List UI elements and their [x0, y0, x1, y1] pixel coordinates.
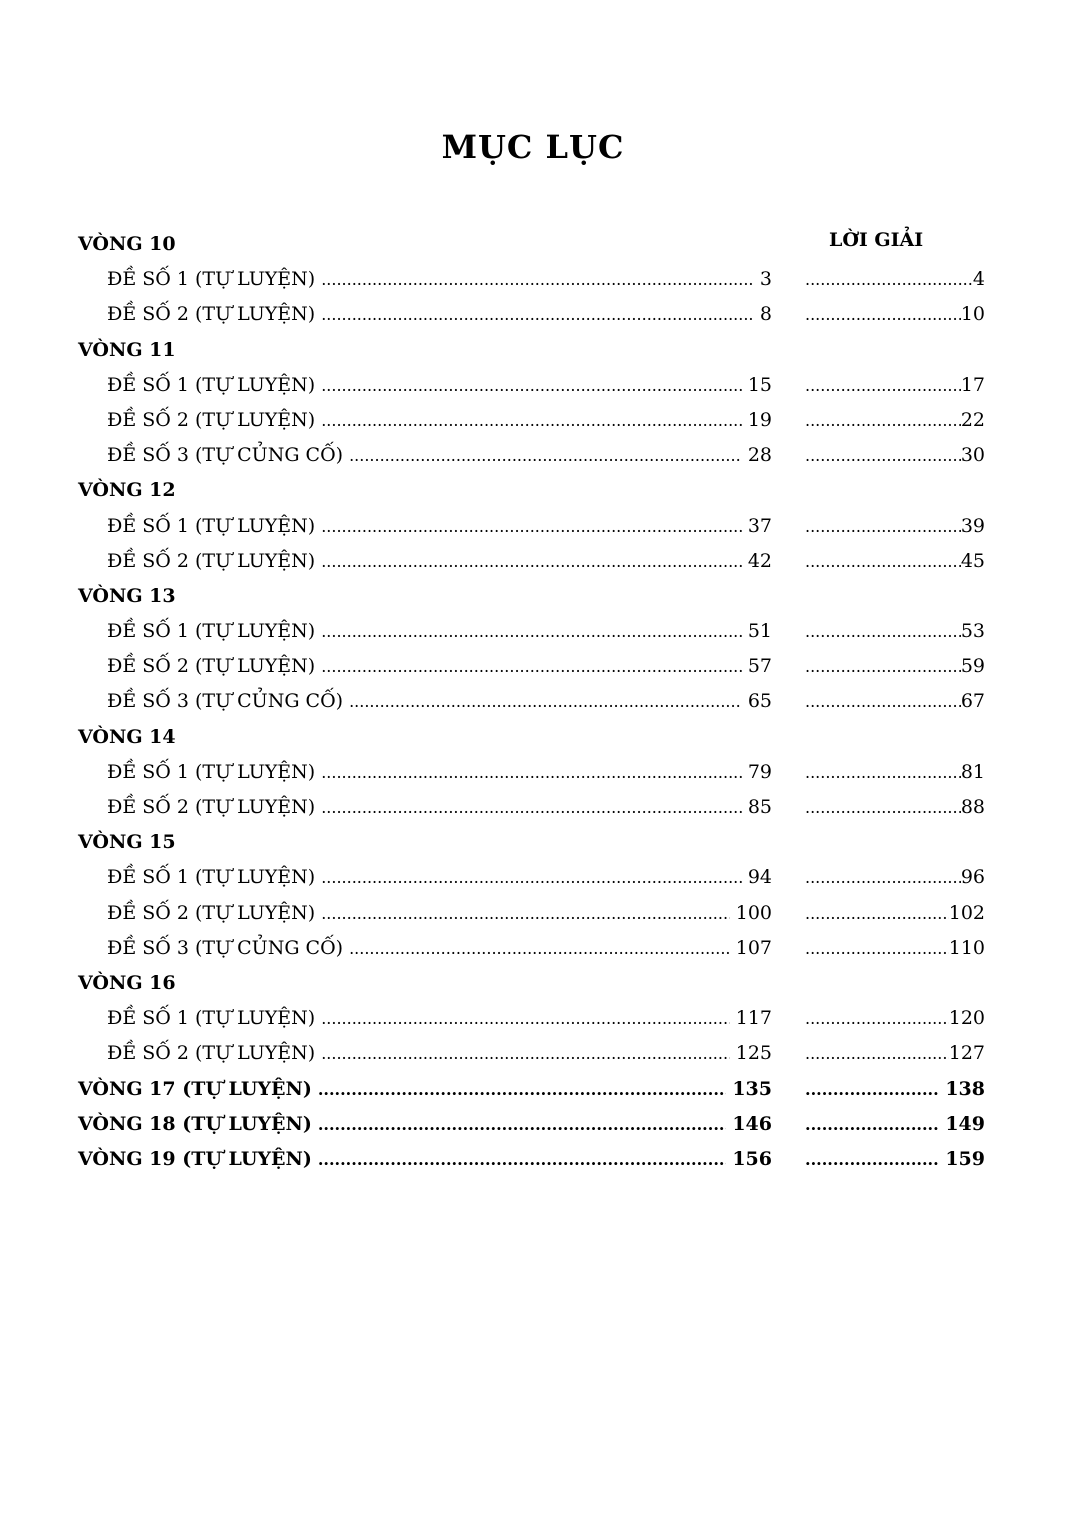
entry-label: ĐỀ SỐ 2 (TỰ LUYỆN): [107, 901, 316, 924]
entry-answer: [805, 297, 985, 332]
table-of-contents: [78, 227, 985, 1177]
toc-entry[interactable]: [78, 1001, 985, 1036]
entry-label: ĐỀ SỐ 1 (TỰ LUYỆN): [107, 373, 316, 396]
answer-page-number: 17: [960, 373, 985, 396]
page-number: 28: [747, 444, 772, 467]
entry-main: [78, 1142, 772, 1177]
entry-label: ĐỀ SỐ 2 (TỰ LUYỆN): [107, 549, 316, 572]
dot-leader: [318, 1142, 727, 1177]
dot-leader: [805, 438, 961, 473]
page-number: 117: [735, 1007, 772, 1030]
section-heading: [78, 579, 985, 614]
page-number: 146: [732, 1112, 772, 1135]
entry-label: VÒNG 17 (TỰ LUYỆN): [78, 1077, 312, 1100]
toc-entry[interactable]: [78, 1036, 985, 1071]
dot-leader: [321, 544, 742, 579]
entry-label: ĐỀ SỐ 3 (TỰ CỦNG CỐ): [107, 690, 344, 713]
dot-leader: [805, 297, 961, 332]
dot-leader: [805, 931, 949, 966]
entry-answer: [805, 1107, 985, 1142]
entry-answer: [805, 509, 985, 544]
toc-entry[interactable]: [78, 684, 985, 719]
dot-leader: [805, 684, 961, 719]
dot-leader: [805, 1072, 939, 1107]
dot-leader: [321, 403, 742, 438]
section-heading: [78, 966, 985, 1001]
answer-page-number: 10: [960, 303, 985, 326]
entry-main: [78, 262, 772, 297]
answer-page-number: 67: [960, 690, 985, 713]
entry-label: ĐỀ SỐ 2 (TỰ LUYỆN): [107, 408, 316, 431]
entry-main: [78, 544, 772, 579]
section-heading: [78, 227, 985, 262]
dot-leader: [321, 614, 742, 649]
answer-page-number: 53: [960, 620, 985, 643]
answer-column-header: LỜI GIẢI: [829, 229, 924, 251]
entry-answer: [805, 368, 985, 403]
entry-answer: [805, 544, 985, 579]
entry-label: ĐỀ SỐ 1 (TỰ LUYỆN): [107, 620, 316, 643]
page-number: 3: [759, 268, 772, 291]
entry-answer: [805, 649, 985, 684]
section-label: VÒNG 10: [78, 233, 176, 255]
dot-leader: [805, 649, 961, 684]
entry-answer: [805, 684, 985, 719]
section-label: VÒNG 16: [78, 971, 176, 994]
dot-leader: [321, 790, 742, 825]
dot-leader: [321, 649, 742, 684]
answer-page-number: 22: [960, 408, 985, 431]
entry-main: [78, 1107, 772, 1142]
page-number: 8: [759, 303, 772, 326]
section-heading: [78, 473, 985, 508]
toc-entry[interactable]: [78, 403, 985, 438]
dot-leader: [349, 931, 730, 966]
answer-page-number: 149: [945, 1112, 985, 1135]
toc-entry[interactable]: [78, 368, 985, 403]
page-number: 15: [747, 373, 772, 396]
entry-main: [78, 297, 772, 332]
entry-label: ĐỀ SỐ 2 (TỰ LUYỆN): [107, 1042, 316, 1065]
entry-label: ĐỀ SỐ 1 (TỰ LUYỆN): [107, 760, 316, 783]
toc-entry[interactable]: [78, 614, 985, 649]
toc-entry[interactable]: [78, 1072, 985, 1107]
entry-main: [78, 896, 772, 931]
entry-label: ĐỀ SỐ 2 (TỰ LUYỆN): [107, 796, 316, 818]
dot-leader: [805, 1107, 939, 1142]
dot-leader: [805, 368, 961, 403]
toc-entry[interactable]: [78, 297, 985, 332]
entry-label: ĐỀ SỐ 3 (TỰ CỦNG CỐ): [107, 444, 344, 467]
dot-leader: [805, 1142, 939, 1177]
answer-page-number: 81: [960, 760, 985, 783]
answer-page-number: 127: [948, 1042, 985, 1065]
answer-page-number: 110: [948, 936, 985, 959]
entry-main: [78, 403, 772, 438]
toc-entry[interactable]: [78, 544, 985, 579]
answer-page-number: 159: [945, 1147, 985, 1170]
answer-page-number: 120: [948, 1007, 985, 1030]
answer-page-number: 88: [960, 796, 985, 818]
page-number: 125: [735, 1042, 772, 1065]
entry-label: ĐỀ SỐ 2 (TỰ LUYỆN): [107, 655, 316, 678]
toc-entry[interactable]: [78, 860, 985, 895]
dot-leader: [321, 262, 754, 297]
page-number: 42: [747, 549, 772, 572]
toc-entry[interactable]: [78, 790, 985, 825]
page-number: 19: [747, 408, 772, 431]
entry-answer: [805, 896, 985, 931]
entry-answer: [805, 1072, 985, 1107]
section-label: VÒNG 11: [78, 338, 176, 361]
page-number: 135: [732, 1077, 772, 1100]
entry-main: [78, 755, 772, 790]
page-number: 94: [747, 866, 772, 889]
answer-page-number: 96: [960, 866, 985, 889]
answer-page-number: 59: [960, 655, 985, 678]
page-number: 57: [747, 655, 772, 678]
dot-leader: [805, 614, 961, 649]
entry-main: [78, 1001, 772, 1036]
dot-leader: [805, 790, 961, 825]
page-number: 100: [735, 901, 772, 924]
answer-page-number: 45: [960, 549, 985, 572]
section-heading: [78, 825, 985, 860]
entry-main: [78, 790, 772, 825]
section-label: VÒNG 14: [78, 725, 176, 748]
entry-label: ĐỀ SỐ 1 (TỰ LUYỆN): [107, 1007, 316, 1030]
page-number: 107: [735, 936, 772, 959]
dot-leader: [349, 438, 742, 473]
dot-leader: [318, 1107, 727, 1142]
entry-answer: [805, 262, 985, 297]
section-heading: [78, 720, 985, 755]
dot-leader: [805, 860, 961, 895]
entry-answer: [805, 790, 985, 825]
answer-page-number: 30: [960, 444, 985, 467]
section-label: VÒNG 12: [78, 479, 176, 502]
section-label: VÒNG 13: [78, 584, 176, 607]
entry-answer: [805, 403, 985, 438]
dot-leader: [805, 509, 961, 544]
dot-leader: [321, 896, 730, 931]
section-heading: [78, 333, 985, 368]
toc-entry[interactable]: [78, 438, 985, 473]
dot-leader: [321, 368, 742, 403]
entry-main: [78, 368, 772, 403]
page-title: MỤC LỤC: [441, 128, 625, 166]
entry-main: [78, 1072, 772, 1107]
entry-main: [78, 614, 772, 649]
entry-label: ĐỀ SỐ 1 (TỰ LUYỆN): [107, 268, 316, 291]
entry-answer: [805, 1001, 985, 1036]
toc-entry[interactable]: [78, 896, 985, 931]
dot-leader: [805, 755, 961, 790]
dot-leader: [321, 1036, 730, 1071]
dot-leader: [805, 1001, 949, 1036]
answer-page-number: 4: [972, 268, 985, 291]
entry-main: [78, 860, 772, 895]
entry-label: ĐỀ SỐ 3 (TỰ CỦNG CỐ): [107, 936, 344, 959]
entry-label: ĐỀ SỐ 1 (TỰ LUYỆN): [107, 866, 316, 889]
toc-entry[interactable]: [78, 649, 985, 684]
entry-main: [78, 649, 772, 684]
entry-answer: [805, 614, 985, 649]
entry-answer: [805, 1036, 985, 1071]
entry-main: [78, 931, 772, 966]
dot-leader: [321, 755, 742, 790]
page-number: 37: [747, 514, 772, 537]
dot-leader: [321, 509, 742, 544]
page-number: 65: [747, 690, 772, 713]
dot-leader: [321, 860, 742, 895]
entry-main: [78, 684, 772, 719]
entry-answer: [805, 438, 985, 473]
dot-leader: [805, 262, 973, 297]
entry-answer: [805, 931, 985, 966]
entry-label: ĐỀ SỐ 1 (TỰ LUYỆN): [107, 514, 316, 537]
entry-label: VÒNG 19 (TỰ LUYỆN): [78, 1147, 312, 1170]
entry-main: [78, 1036, 772, 1071]
toc-entry[interactable]: [78, 509, 985, 544]
toc-entry[interactable]: [78, 1107, 985, 1142]
dot-leader: [805, 544, 961, 579]
toc-entry[interactable]: [78, 262, 985, 297]
entry-label: ĐỀ SỐ 2 (TỰ LUYỆN): [107, 303, 316, 326]
toc-entry[interactable]: [78, 931, 985, 966]
page-number: 156: [732, 1147, 772, 1170]
answer-page-number: 102: [948, 901, 985, 924]
dot-leader: [318, 1072, 727, 1107]
entry-answer: [805, 755, 985, 790]
toc-entry[interactable]: [78, 755, 985, 790]
entry-answer: [805, 860, 985, 895]
entry-label: VÒNG 18 (TỰ LUYỆN): [78, 1112, 312, 1135]
toc-entry[interactable]: [78, 1142, 985, 1177]
section-label: VÒNG 15: [78, 831, 176, 854]
page-number: 51: [747, 620, 772, 643]
dot-leader: [321, 1001, 730, 1036]
dot-leader: [805, 896, 949, 931]
page-number: 85: [747, 796, 772, 818]
entry-main: [78, 438, 772, 473]
dot-leader: [805, 1036, 949, 1071]
entry-answer: [805, 1142, 985, 1177]
dot-leader: [349, 684, 742, 719]
answer-page-number: 138: [945, 1077, 985, 1100]
answer-page-number: 39: [960, 514, 985, 537]
dot-leader: [321, 297, 754, 332]
entry-main: [78, 509, 772, 544]
page-number: 79: [747, 760, 772, 783]
dot-leader: [805, 403, 961, 438]
